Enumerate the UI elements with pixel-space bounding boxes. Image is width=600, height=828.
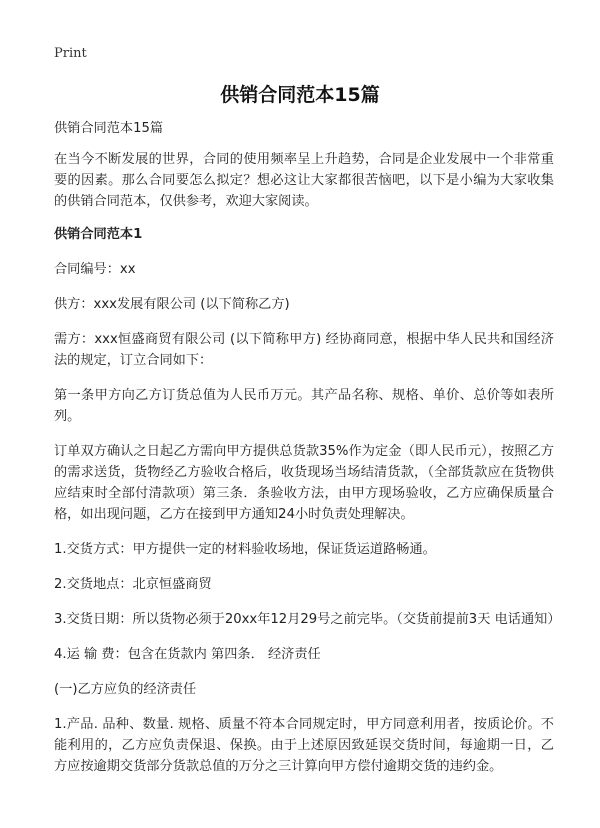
delivery-method: 1.交货方式：甲方提供一定的材料验收场地，保证货运道路畅通。 [54, 542, 436, 557]
article-one: 第一条甲方向乙方订货总值为人民币万元。其产品名称、规格、单价、总价等如表所列。 [54, 388, 554, 424]
liability-heading: (一)乙方应负的经济责任 [54, 682, 197, 697]
deposit-paragraph: 订单双方确认之日起乙方需向甲方提供总货款35%作为定金（即人民币元），按照乙方的需求送货，货物经乙方验收合格后，收货现场当场结清货款，（全部货款应在货物供应结束时全部付清款项）第三条．条验收方法，由甲方现场验收，乙方应确保质量合格，如出现问题，乙方在接到甲方通知24小时负责处理解决。 [54, 444, 554, 522]
print-link[interactable]: Print [54, 46, 87, 61]
intro-paragraph: 在当今不断发展的世界，合同的使用频率呈上升趋势，合同是企业发展中一个非常重要的因素。那么合同要怎么拟定？想必这让大家都很苦恼吧，以下是小编为大家收集的供销合同范本，仅供参考，欢迎大家阅读。 [54, 152, 554, 209]
document-content [54, 118, 561, 791]
freight-line: 4.运 输 费：包含在货款内 第四条． 经济责任 [54, 647, 321, 662]
contract-number: 合同编号：xx [54, 262, 136, 277]
buyer-line: 需方：xxx恒盛商贸有限公司 (以下简称甲方) 经协商同意，根据中华人民共和国经济法的规定，订立合同如下： [54, 332, 554, 368]
supplier-line: 供方：xxx发展有限公司 (以下简称乙方) [54, 297, 290, 312]
section-heading: 供销合同范本1 [54, 227, 143, 242]
document-title: 供销合同范本15篇 [220, 84, 380, 106]
delivery-place: 2.交货地点：北京恒盛商贸 [54, 577, 212, 592]
delivery-date: 3.交货日期：所以货物必须于20xx年12月29号之前完毕。（交货前提前3天 电话通知） [54, 612, 561, 627]
document-subtitle: 供销合同范本15篇 [54, 121, 164, 136]
liability-item-1: 1.产品. 品种、数量. 规格、质量不符本合同规定时，甲方同意利用者，按质论价。不能利用的，乙方应负责保退、保换。由于上述原因致延误交货时间，每逾期一日，乙方应按逾期交货部分货款总值的万分之三计算向甲方偿付逾期交货的违约金。 [54, 717, 554, 774]
